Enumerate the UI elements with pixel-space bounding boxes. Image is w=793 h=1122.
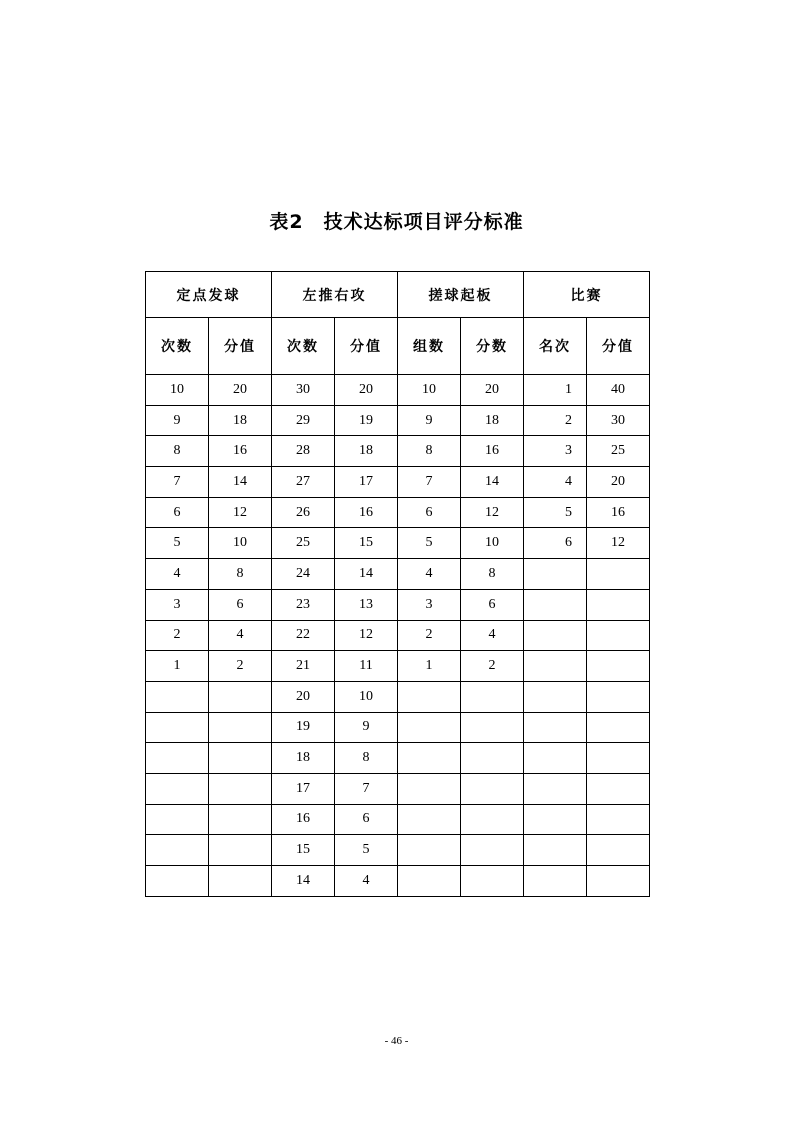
- table-cell: 15: [335, 528, 398, 559]
- table-cell: [209, 712, 272, 743]
- table-cell: 40: [587, 375, 650, 406]
- table-body: [146, 375, 650, 897]
- table-row: [146, 681, 650, 712]
- table-cell: [461, 681, 524, 712]
- table-cell: 2: [209, 651, 272, 682]
- table-cell: [587, 681, 650, 712]
- table-cell: 29: [272, 405, 335, 436]
- table-cell: 4: [209, 620, 272, 651]
- table-row: [146, 589, 650, 620]
- table-cell: [209, 681, 272, 712]
- table-cell: 14: [461, 467, 524, 498]
- sub-header: 次数: [146, 318, 209, 375]
- table-cell: 6: [335, 804, 398, 835]
- table-cell: 20: [587, 467, 650, 498]
- table-cell: [587, 620, 650, 651]
- table-cell: [461, 773, 524, 804]
- table-row: [146, 375, 650, 406]
- table-cell: 1: [146, 651, 209, 682]
- table-cell: 20: [272, 681, 335, 712]
- table-cell: 19: [272, 712, 335, 743]
- table-cell: 9: [398, 405, 461, 436]
- table-row: [146, 712, 650, 743]
- table-cell: [209, 773, 272, 804]
- table-cell: [524, 681, 587, 712]
- table-cell: [524, 620, 587, 651]
- table-cell: 6: [209, 589, 272, 620]
- table-row: [146, 620, 650, 651]
- sub-header: 组数: [398, 318, 461, 375]
- table-row: [146, 497, 650, 528]
- sub-header-row: [146, 318, 650, 375]
- table-cell: 24: [272, 559, 335, 590]
- table-cell: [587, 773, 650, 804]
- sub-header: 分值: [209, 318, 272, 375]
- table-row: [146, 743, 650, 774]
- table-cell: [524, 866, 587, 897]
- table-cell: [524, 589, 587, 620]
- group-header-row: [146, 272, 650, 318]
- table-cell: 8: [461, 559, 524, 590]
- table-cell: 14: [209, 467, 272, 498]
- table-cell: 1: [524, 375, 587, 406]
- table-cell: 8: [398, 436, 461, 467]
- table-cell: [524, 743, 587, 774]
- table-cell: 20: [209, 375, 272, 406]
- group-header-push-attack: 左推右攻: [272, 272, 398, 318]
- table-cell: 4: [146, 559, 209, 590]
- table-cell: 20: [461, 375, 524, 406]
- table-cell: [398, 712, 461, 743]
- table-cell: 12: [461, 497, 524, 528]
- table-cell: [209, 804, 272, 835]
- table-cell: 30: [272, 375, 335, 406]
- table-cell: 14: [272, 866, 335, 897]
- table-cell: [587, 559, 650, 590]
- table-cell: 8: [146, 436, 209, 467]
- table-cell: [587, 589, 650, 620]
- table-cell: 3: [524, 436, 587, 467]
- table-cell: 18: [461, 405, 524, 436]
- table-cell: 27: [272, 467, 335, 498]
- table-cell: [461, 712, 524, 743]
- table-cell: 6: [461, 589, 524, 620]
- sub-header: 次数: [272, 318, 335, 375]
- table-cell: 17: [335, 467, 398, 498]
- table-cell: 25: [587, 436, 650, 467]
- table-cell: 16: [335, 497, 398, 528]
- table-cell: 30: [587, 405, 650, 436]
- table-cell: 23: [272, 589, 335, 620]
- table-cell: [461, 804, 524, 835]
- table-cell: 6: [146, 497, 209, 528]
- table-cell: 12: [335, 620, 398, 651]
- table-cell: 14: [335, 559, 398, 590]
- table-cell: [398, 743, 461, 774]
- table-cell: 12: [587, 528, 650, 559]
- table-row: [146, 528, 650, 559]
- table-cell: 28: [272, 436, 335, 467]
- table-row: [146, 866, 650, 897]
- table-row: [146, 405, 650, 436]
- table-cell: 7: [335, 773, 398, 804]
- table-cell: [209, 743, 272, 774]
- table-cell: 18: [272, 743, 335, 774]
- table-cell: 18: [209, 405, 272, 436]
- table-cell: 4: [398, 559, 461, 590]
- table-cell: [587, 866, 650, 897]
- table-cell: [398, 866, 461, 897]
- table-cell: 19: [335, 405, 398, 436]
- table-cell: 6: [398, 497, 461, 528]
- table-cell: 18: [335, 436, 398, 467]
- table-cell: [461, 866, 524, 897]
- table-cell: 25: [272, 528, 335, 559]
- table-cell: 9: [335, 712, 398, 743]
- table-cell: 3: [398, 589, 461, 620]
- table-cell: [146, 773, 209, 804]
- sub-header: 分值: [587, 318, 650, 375]
- table-cell: 2: [461, 651, 524, 682]
- group-header-serve: 定点发球: [146, 272, 272, 318]
- table-row: [146, 651, 650, 682]
- table-cell: 5: [398, 528, 461, 559]
- table-cell: 4: [524, 467, 587, 498]
- table-cell: 9: [146, 405, 209, 436]
- table-cell: 16: [461, 436, 524, 467]
- table-cell: [398, 681, 461, 712]
- table-cell: 7: [146, 467, 209, 498]
- sub-header: 分数: [461, 318, 524, 375]
- table-cell: [146, 835, 209, 866]
- table-cell: 10: [461, 528, 524, 559]
- page-number: - 46 -: [384, 1035, 409, 1047]
- table-cell: [398, 835, 461, 866]
- table-cell: 16: [587, 497, 650, 528]
- table-cell: [209, 866, 272, 897]
- table-cell: [146, 743, 209, 774]
- group-header-chop-loop: 搓球起板: [398, 272, 524, 318]
- table-cell: 16: [272, 804, 335, 835]
- table-row: [146, 773, 650, 804]
- table-cell: [587, 743, 650, 774]
- table-cell: [398, 773, 461, 804]
- table-cell: 3: [146, 589, 209, 620]
- table-cell: 5: [335, 835, 398, 866]
- table-cell: 4: [461, 620, 524, 651]
- table-row: [146, 467, 650, 498]
- page-title: 表2 技术达标项目评分标准: [269, 211, 524, 233]
- table-cell: 15: [272, 835, 335, 866]
- table-cell: 17: [272, 773, 335, 804]
- table-cell: 13: [335, 589, 398, 620]
- table-cell: 8: [209, 559, 272, 590]
- table-cell: [146, 866, 209, 897]
- table-cell: 20: [335, 375, 398, 406]
- table-cell: 6: [524, 528, 587, 559]
- sub-header: 名次: [524, 318, 587, 375]
- table-cell: [209, 835, 272, 866]
- table-cell: 8: [335, 743, 398, 774]
- table-cell: 2: [524, 405, 587, 436]
- table-cell: [587, 712, 650, 743]
- table-cell: [587, 835, 650, 866]
- table-cell: [146, 712, 209, 743]
- table-cell: [587, 804, 650, 835]
- table-cell: 5: [146, 528, 209, 559]
- table-cell: [461, 835, 524, 866]
- table-cell: [524, 712, 587, 743]
- table-cell: 10: [146, 375, 209, 406]
- table-cell: 16: [209, 436, 272, 467]
- sub-header: 分值: [335, 318, 398, 375]
- table-cell: 26: [272, 497, 335, 528]
- table-cell: 5: [524, 497, 587, 528]
- table-cell: 11: [335, 651, 398, 682]
- table-row: [146, 804, 650, 835]
- table-cell: [524, 773, 587, 804]
- table-cell: 2: [398, 620, 461, 651]
- table-cell: [146, 681, 209, 712]
- table-row: [146, 835, 650, 866]
- table-cell: 12: [209, 497, 272, 528]
- table-cell: [524, 651, 587, 682]
- table-cell: [524, 804, 587, 835]
- table-row: [146, 559, 650, 590]
- table-cell: [524, 835, 587, 866]
- table-row: [146, 436, 650, 467]
- table-cell: 10: [209, 528, 272, 559]
- table-cell: 21: [272, 651, 335, 682]
- table-cell: [461, 743, 524, 774]
- group-header-match: 比赛: [524, 272, 650, 318]
- table-cell: 10: [398, 375, 461, 406]
- table-cell: 4: [335, 866, 398, 897]
- table-cell: 7: [398, 467, 461, 498]
- table-cell: [524, 559, 587, 590]
- table-cell: 22: [272, 620, 335, 651]
- table-cell: [146, 804, 209, 835]
- table-cell: [587, 651, 650, 682]
- table-cell: [398, 804, 461, 835]
- scoring-table: [145, 271, 650, 897]
- table-cell: 10: [335, 681, 398, 712]
- table-cell: 1: [398, 651, 461, 682]
- table-cell: 2: [146, 620, 209, 651]
